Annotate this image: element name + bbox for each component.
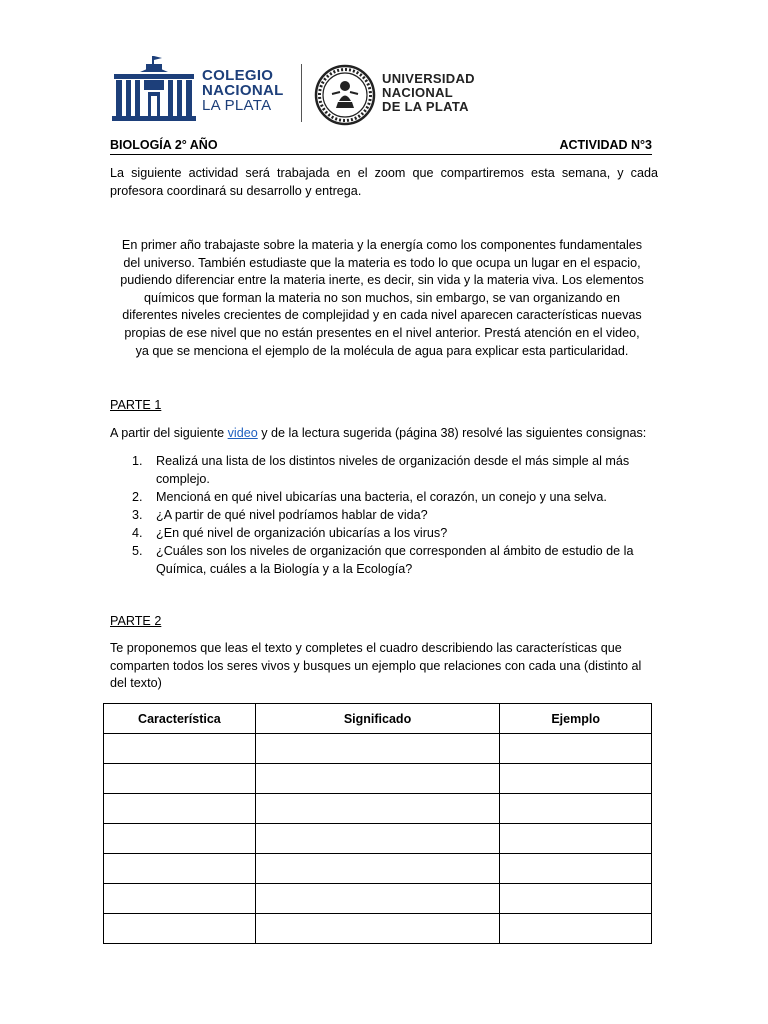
table-cell[interactable] (500, 884, 652, 914)
parte2-instructions (110, 640, 670, 693)
item-line: ¿En qué nivel de organización ubicarías a los virus? (156, 526, 448, 541)
unlp-logo (314, 64, 484, 126)
context-line: químicos que forman la materia no son muchos, sin embargo, se van organizando en (143, 290, 621, 305)
table-cell[interactable] (104, 884, 256, 914)
table-cell[interactable] (255, 854, 499, 884)
instruction-line: comparten todos los seres vivos y busques un ejemplo que relaciones con cada una (distinto al (110, 658, 642, 673)
context-line: diferentes niveles crecientes de complejidad y en cada nivel aparecen características nuevas (122, 308, 642, 323)
context-paragraph (104, 237, 660, 360)
context-line: En primer año trabajaste sobre la materia y la energía como los componentes fundamentales (121, 238, 643, 252)
table-cell[interactable] (255, 884, 499, 914)
context-line: ya que se menciona el ejemplo de la molécula de agua para explicar esta particularidad. (135, 343, 629, 358)
parte1-lead-after: y de la lectura sugerida (página 38) resolvé las siguientes consignas: (257, 426, 647, 440)
characteristics-table (103, 703, 652, 944)
list-item (110, 543, 670, 578)
parte2-heading: PARTE 2 (110, 614, 162, 628)
table-cell[interactable] (104, 764, 256, 794)
logo-divider (301, 64, 302, 122)
table-cell[interactable] (500, 914, 652, 944)
logo-line-de-la-plata: DE LA PLATA (382, 99, 469, 114)
item-number: 4. (132, 526, 143, 541)
table-row (104, 854, 652, 884)
header-caracteristica: Característica (104, 704, 256, 734)
table-cell[interactable] (104, 824, 256, 854)
parte1-lead-before: A partir del siguiente (110, 426, 228, 440)
table-cell[interactable] (500, 764, 652, 794)
table-cell[interactable] (104, 734, 256, 764)
table-cell[interactable] (500, 734, 652, 764)
parte1-question-list (110, 453, 670, 579)
intro-paragraph: La siguiente actividad será trabajada en el zoom que compartiremos esta semana, y cada profesora coordinará su desarrollo y entrega. (110, 166, 658, 198)
table-row (104, 764, 652, 794)
table-cell[interactable] (255, 914, 499, 944)
list-item (110, 525, 670, 543)
instruction-line: Te proponemos que leas el texto y completes el cuadro describiendo las características que (110, 641, 622, 655)
item-line: ¿A partir de qué nivel podríamos hablar de vida? (156, 507, 428, 522)
table-cell[interactable] (255, 824, 499, 854)
table-cell[interactable] (500, 854, 652, 884)
logo-line-nacional: NACIONAL (202, 82, 284, 99)
instruction-line: del texto) (110, 676, 162, 691)
item-number: 3. (132, 507, 143, 522)
table-cell[interactable] (500, 824, 652, 854)
table-row (104, 824, 652, 854)
header-significado: Significado (255, 704, 499, 734)
table-cell[interactable] (500, 794, 652, 824)
table-cell[interactable] (255, 794, 499, 824)
logo-line-la-plata: LA PLATA (202, 97, 272, 114)
header-ejemplo: Ejemplo (500, 704, 652, 734)
table-cell[interactable] (104, 794, 256, 824)
item-line: Mencioná en qué nivel ubicarías una bacteria, el corazón, un conejo y una selva. (156, 489, 607, 504)
logo-line-universidad: UNIVERSIDAD (382, 71, 475, 86)
subject-title: BIOLOGÍA 2° AÑO (110, 138, 218, 152)
item-number: 1. (132, 454, 143, 468)
item-line: complejo. (156, 471, 210, 486)
context-line: propias de ese nivel que no están presentes en el nivel anterior. Prestá atención en el video, (124, 325, 640, 340)
table-row (104, 884, 652, 914)
item-line: Realizá una lista de los distintos niveles de organización desde el más simple al más (156, 454, 630, 468)
context-line: pudiendo diferenciar entre la materia inerte, es decir, sin vida y la materia viva. Los elementos (120, 273, 644, 288)
context-line: del universo. También estudiaste que la materia es todo lo que ocupa un lugar en el espacio, (123, 255, 641, 270)
activity-number: ACTIVIDAD N°3 (559, 138, 652, 152)
list-item (110, 507, 670, 525)
building-icon (112, 56, 196, 122)
unlp-seal-icon (314, 64, 376, 126)
table-cell[interactable] (255, 734, 499, 764)
list-item (110, 453, 670, 488)
parte1-lead (110, 425, 670, 443)
table-cell[interactable] (104, 854, 256, 884)
table-header-row (104, 704, 652, 734)
item-number: 2. (132, 489, 143, 504)
title-row (110, 138, 652, 155)
colegio-nacional-logo (112, 56, 292, 122)
item-line: Química, cuáles a la Biología y a la Ecología? (156, 561, 413, 576)
list-item (110, 489, 670, 507)
logo-line-nacional-unlp: NACIONAL (382, 85, 454, 100)
table-row (104, 794, 652, 824)
video-link[interactable]: video (227, 426, 258, 440)
parte1-heading: PARTE 1 (110, 398, 162, 412)
item-line: ¿Cuáles son los niveles de organización que corresponden al ámbito de estudio de la (156, 544, 634, 559)
logo-line-colegio: COLEGIO (202, 67, 274, 84)
table-row (104, 914, 652, 944)
table-cell[interactable] (104, 914, 256, 944)
table-cell[interactable] (255, 764, 499, 794)
item-number: 5. (132, 544, 143, 559)
table-row (104, 734, 652, 764)
